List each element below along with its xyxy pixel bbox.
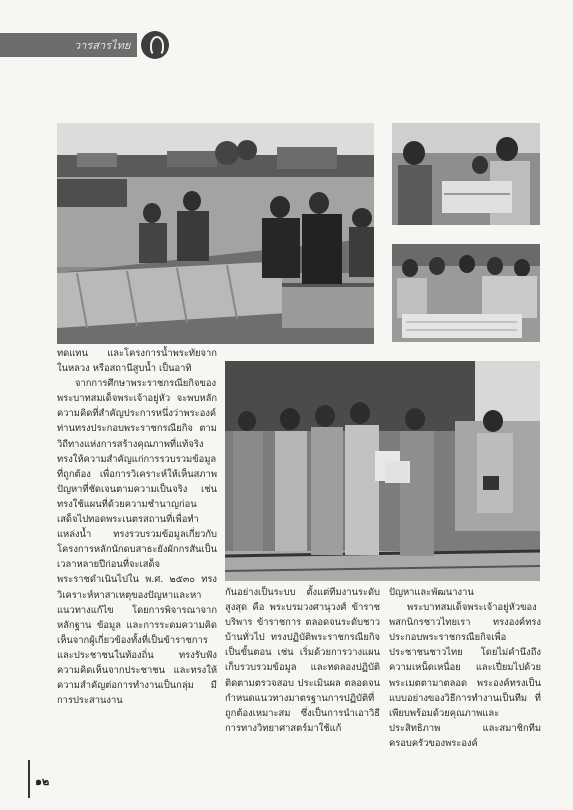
page-number-rule — [28, 760, 30, 798]
photo-group-on-riverside-walkway — [225, 361, 540, 581]
photo-boats-on-river — [57, 123, 374, 344]
text-column-left — [57, 346, 217, 708]
head-silhouette-icon — [141, 31, 169, 59]
paragraph-left: จากการศึกษาพระราชกรณียกิจของพระบาทสมเด็จพระเจ้าอยู่หัว จะพบหลักความคิดที่สำคัญประการหนึ่งว่าพระองค์ท่านทรงประกอบพระราชกรณียกิจ ตามวิถีทางแห่งการสร้างคุณภาพที่แท้จริง ทรงให้ความสำคัญแก่การรวบรวมข้อมูลที่ถูกต้อง เพื่อการวิเคราะห์ให้เห็นสภาพปัญหาที่ชัดเจนตามความเป็นจริง เช่น ทรงใช้แผนที่ด้วยความชำนาญก่อนเสด็จไปทอดพระเนตรสถานที่เพื่อทำแหล่งน้ำ ทรงรวบรวมข้อมูลเกี่ยวกับโครงการหลักนักดบสาธะยังผักกรสันเป็นเวลาหลายปีก่อนที่จะเสด็จพระราชดำเนินไปใน พ.ศ. ๒๕๓๐ ทรงวิเคราะห์หาสาเหตุของปัญหาและหาแนวทางแก้ไข โดยการพิจารณาจากหลักฐาน ข้อมูล และการระดมความคิดเห็นจากผู้เกี่ยวข้องทั้งที่เป็นข้าราชการและประชาชนในท้องถิ่น ทรงรับฟังความคิดเห็นจากประชาชน และทรงให้ความสำคัญต่อการทำงานเป็นกลุ่ม มีการประสานงาน — [57, 378, 218, 707]
photo-officials-reading-documents — [392, 123, 540, 225]
text-column-right — [389, 585, 541, 751]
page-number: ๑๒ — [35, 775, 50, 788]
paragraph-middle: กันอย่างเป็นระบบ ตั้งแต่ทีมงานระดับสูงสุด คือ พระบรมวงศานุวงศ์ ข้าราชบริพาร ข้าราชการ ตลอดจนระดับชาวบ้านทั่วไป ทรงปฏิบัติพระราชกรณียกิจเป็นขั้นตอน เช่น เริ่มด้วยการวางแผนเก็บรวบรวมข้อมูล และทดลองปฏิบัติติดตามตรวจสอบ ประเมินผล ตลอดจนกำหนดแนวทางมาตรฐานการปฏิบัติที่ถูกต้องเหมาะสม ซึ่งเป็นการนำเอาวิธีการทางวิทยาศาสตร์มาใช้แก้ — [225, 587, 380, 734]
photo-officials-reviewing-map — [392, 244, 540, 342]
paragraph-right-continuation: ปัญหาและพัฒนางาน — [389, 587, 474, 598]
text-column-middle — [225, 585, 380, 736]
paragraph-continuation: ทดแทน และโครงการน้ำพระทัยจากในหลวง หรือสถานีสูบน้ำ เป็นอาทิ — [57, 348, 217, 375]
magazine-title: วารสารไทย — [74, 39, 131, 52]
paragraph-right: พระบาทสมเด็จพระเจ้าอยู่หัวของพสกนิกรชาวไทยเรา ทรงองค์ทรงประกอบพระราชกรณียกิจเพื่อประชาชนชาวไทย โดยไม่คำนึงถึงความเหน็ดเหนื่อย และเปี่ยมไปด้วยพระเมตตามาตลอด พระองค์ทรงเป็นแบบอย่างของวิธีการทำงานเป็นทีม ที่เพียบพร้อมด้วยคุณภาพและประสิทธิภาพ และสมาชิกทีมครอบครัวของพระองค์ — [389, 602, 541, 749]
